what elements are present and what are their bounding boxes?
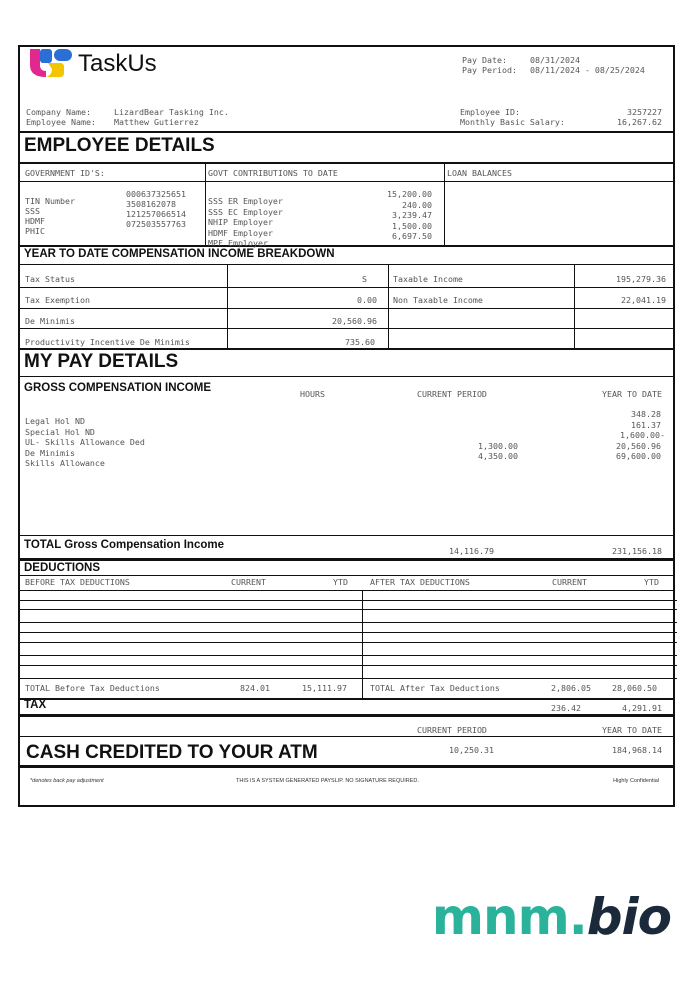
employee-label: Employee Name: bbox=[26, 117, 96, 127]
list-item: UL- Skills Allowance Ded 1,600.00- bbox=[25, 430, 665, 447]
gov-id-row: TIN Number 000637325651 bbox=[25, 189, 186, 206]
list-item: Special Hol ND 161.37 bbox=[25, 419, 661, 437]
cash-current-header: CURRENT PERIOD bbox=[417, 725, 487, 735]
employee-id: 3257227 bbox=[627, 107, 662, 117]
total-before-label: TOTAL Before Tax Deductions bbox=[25, 683, 160, 693]
productivity-label: Productivity Incentive De Minimis bbox=[25, 337, 190, 347]
confidential-note: Highly Confidential bbox=[613, 778, 659, 784]
contribution-row: SSS ER Employer 15,200.00 bbox=[208, 189, 432, 206]
list-item: Skills Allowance 4,350.00 69,600.00 bbox=[25, 451, 661, 468]
total-after-label: TOTAL After Tax Deductions bbox=[370, 683, 500, 693]
pay-date-label: Pay Date: bbox=[462, 55, 507, 65]
after-ytd-header: YTD bbox=[644, 577, 659, 587]
total-gross-current: 14,116.79 bbox=[449, 546, 494, 556]
gov-ids-header: GOVERNMENT ID'S: bbox=[25, 168, 105, 178]
list-item: Legal Hol ND 348.28 bbox=[25, 409, 661, 426]
total-before-ytd: 15,111.97 bbox=[302, 683, 347, 693]
total-after-ytd: 28,060.50 bbox=[612, 683, 657, 693]
current-period-header: CURRENT PERIOD bbox=[417, 389, 487, 399]
contribution-list bbox=[208, 189, 432, 248]
contribution-row: NHIP Employer 3,239.47 bbox=[208, 210, 432, 227]
tax-current: 236.42 bbox=[551, 703, 581, 713]
company-name: LizardBear Tasking Inc. bbox=[114, 107, 229, 117]
tax-status-label: Tax Status bbox=[25, 274, 75, 284]
non-taxable-label: Non Taxable Income bbox=[393, 295, 483, 305]
ytd-title: YEAR TO DATE COMPENSATION INCOME BREAKDOWN bbox=[24, 248, 335, 260]
logo-text: TaskUs bbox=[78, 50, 157, 77]
de-minimis-label: De Minimis bbox=[25, 316, 75, 326]
after-tax-header: AFTER TAX DEDUCTIONS bbox=[370, 577, 470, 587]
cash-current: 10,250.31 bbox=[449, 745, 494, 755]
cash-credited-label: CASH CREDITED TO YOUR ATM bbox=[26, 742, 318, 763]
gross-items bbox=[25, 409, 665, 468]
tax-status: S bbox=[362, 274, 367, 284]
deductions-title: DEDUCTIONS bbox=[24, 562, 101, 574]
total-before-current: 824.01 bbox=[240, 683, 270, 693]
employee-name: Matthew Gutierrez bbox=[114, 117, 199, 127]
taxable-label: Taxable Income bbox=[393, 274, 463, 284]
gov-contrib-header: GOVT CONTRIBUTIONS TO DATE bbox=[208, 168, 338, 178]
tax-exemption: 0.00 bbox=[357, 295, 377, 305]
contribution-row: SSS EC Employer 240.00 bbox=[208, 199, 432, 217]
gov-id-list bbox=[25, 189, 195, 236]
gross-title: GROSS COMPENSATION INCOME bbox=[24, 382, 211, 394]
salary-label: Monthly Basic Salary: bbox=[460, 117, 565, 127]
contribution-row: MPF Employer 6,697.50 bbox=[208, 231, 432, 248]
total-gross-label: TOTAL Gross Compensation Income bbox=[24, 539, 225, 551]
employee-details-title: EMPLOYEE DETAILS bbox=[24, 135, 215, 156]
gov-id-row: PHIC 072503557763 bbox=[25, 219, 186, 236]
productivity: 735.60 bbox=[345, 337, 375, 347]
before-tax-header: BEFORE TAX DEDUCTIONS bbox=[25, 577, 130, 587]
cash-ytd: 184,968.14 bbox=[612, 745, 662, 755]
tax-exemption-label: Tax Exemption bbox=[25, 295, 90, 305]
after-current-header: CURRENT bbox=[552, 577, 587, 587]
system-note: THIS IS A SYSTEM GENERATED PAYSLIP. NO SIGNATURE REQUIRED. bbox=[236, 778, 419, 784]
pay-date: 08/31/2024 bbox=[530, 55, 580, 65]
gov-id-row: SSS 3508162078 bbox=[25, 199, 176, 216]
loan-balances-header: LOAN BALANCES bbox=[447, 168, 512, 178]
salary: 16,267.62 bbox=[617, 117, 662, 127]
de-minimis: 20,560.96 bbox=[332, 316, 377, 326]
total-gross-ytd: 231,156.18 bbox=[612, 546, 662, 556]
company-label: Company Name: bbox=[26, 107, 91, 117]
employee-id-label: Employee ID: bbox=[460, 107, 520, 117]
tax-label: TAX bbox=[24, 699, 47, 711]
gov-id-row: HDMF 121257066514 bbox=[25, 209, 186, 226]
pay-period: 08/11/2024 - 08/25/2024 bbox=[530, 65, 645, 75]
non-taxable: 22,041.19 bbox=[621, 295, 666, 305]
contribution-row: HDMF Employer 1,500.00 bbox=[208, 220, 432, 238]
cash-ytd-header: YEAR TO DATE bbox=[602, 725, 662, 735]
hours-header: HOURS bbox=[300, 389, 325, 399]
pay-details-title: MY PAY DETAILS bbox=[24, 351, 179, 372]
before-ytd-header: YTD bbox=[333, 577, 348, 587]
before-current-header: CURRENT bbox=[231, 577, 266, 587]
taxable: 195,279.36 bbox=[616, 274, 666, 284]
list-item: De Minimis 1,300.00 20,560.96 bbox=[25, 440, 661, 458]
mnm-bio-watermark: mnm.bio bbox=[431, 888, 671, 946]
total-after-current: 2,806.05 bbox=[551, 683, 591, 693]
ytd-header: YEAR TO DATE bbox=[602, 389, 662, 399]
back-pay-note: *denotes back pay adjustment bbox=[30, 778, 104, 784]
pay-period-label: Pay Period: bbox=[462, 65, 517, 75]
tax-ytd: 4,291.91 bbox=[622, 703, 662, 713]
